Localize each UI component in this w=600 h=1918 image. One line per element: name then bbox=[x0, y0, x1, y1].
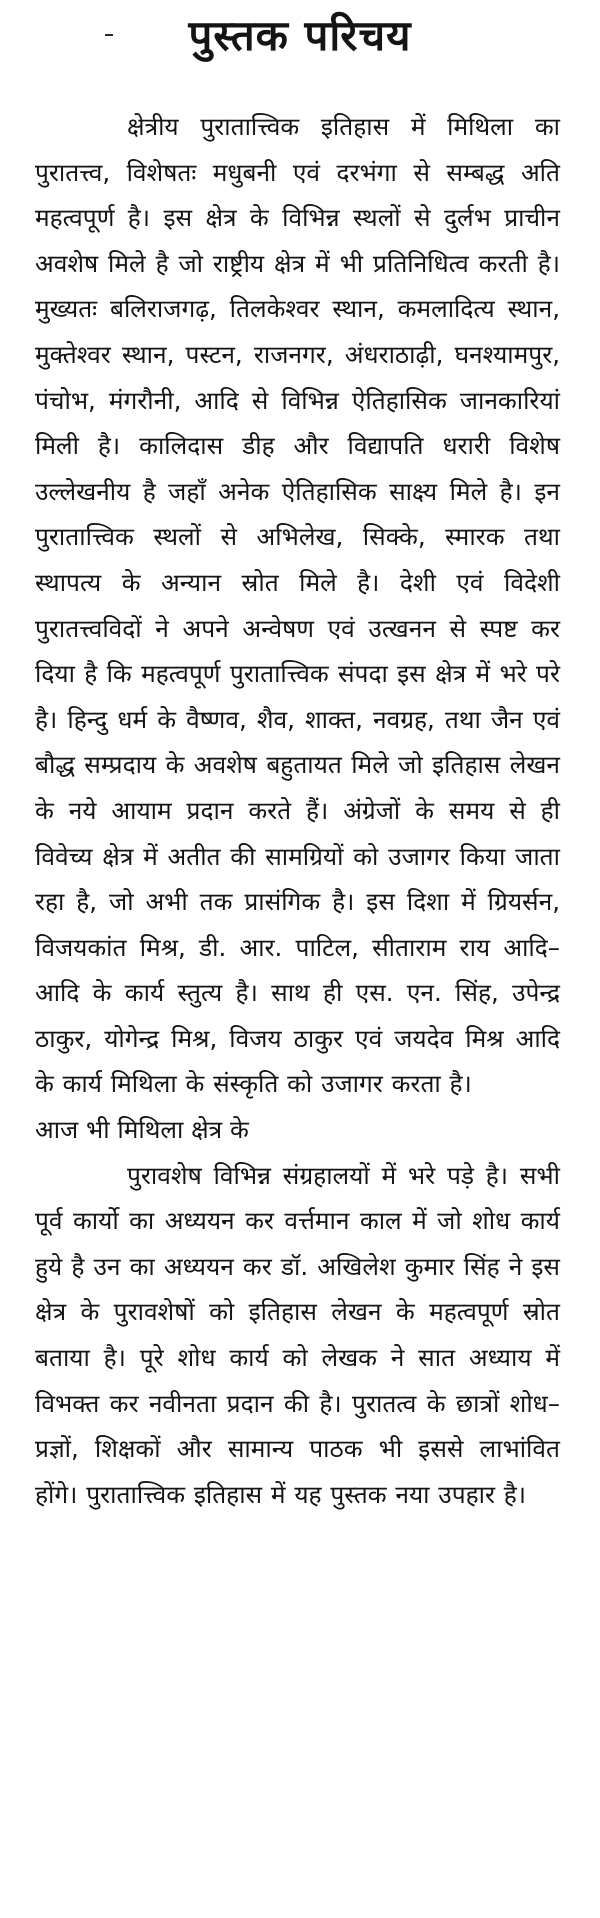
article-body bbox=[35, 104, 560, 1517]
paragraph-fragment: आज भी मिथिला क्षेत्र के bbox=[35, 1115, 249, 1145]
page-title: पुस्तक परिचय bbox=[188, 11, 412, 60]
paragraph-intro: क्षेत्रीय पुरातात्त्विक इतिहास में मिथिला का पुरातत्त्व, विशेषतः मधुबनी एवं दरभंगा से सम्बद्ध अति महत्वपूर्ण है। इस क्षेत्र के विभिन्न स्थलों से दुर्लभ प्राचीन अवशेष मिले है जो राष्ट्रीय क्षेत्र में भी प्रतिनिधित्व करती है। मुख्यतः बलिराजगढ़, तिलकेश्वर स्थान, कमलादित्य स्थान, मुक्तेश्वर स्थान, पस्टन, राजनगर, अंधराठाढ़ी, घनश्यामपुर, पंचोभ, मंगरौनी, आदि से विभिन्न ऐतिहासिक जानकारियां मिली है। कालिदास डीह और विद्यापति धरारी विशेष उल्लेखनीय है जहाँ अनेक ऐतिहासिक साक्ष्य मिले है। इन पुरातात्त्विक स्थलों से अभिलेख, सिक्के, स्मारक तथा स्थापत्य के अन्यान स्रोत मिले है। देशी एवं विदेशी पुरातत्त्वविदों ने अपने अन्वेषण एवं उत्खनन से स्पष्ट कर दिया है कि महत्वपूर्ण पुरातात्त्विक संपदा इस क्षेत्र में भरे परे है। हिन्दु धर्म के वैष्णव, शैव, शाक्त, नवग्रह, तथा जैन एवं बौद्ध सम्प्रदाय के अवशेष बहुतायत मिले जो इतिहास लेखन के नये आयाम प्रदान करते हैं। अंग्रेजों के समय से ही विवेच्य क्षेत्र में अतीत की सामग्रियों को उजागर किया जाता रहा है, जो अभी तक प्रासंगिक है। इस दिशा में ग्रियर्सन, विजयकांत मिश्र, डी. आर. पाटिल, सीताराम राय आदि–आदि के कार्य स्तुत्य है। साथ ही एस. एन. सिंह, उपेन्द्र ठाकुर, योगेन्द्र मिश्र, विजय ठाकुर एवं जयदेव मिश्र आदि के कार्य मिथिला के संस्कृति को उजागर करता है। bbox=[35, 112, 560, 1099]
paragraph-conclusion: पुरावशेष विभिन्न संग्रहालयों में भरे पड़े है। सभी पूर्व कार्यो का अध्ययन कर वर्त्तमान काल में जो शोध कार्य हुये है उन का अध्ययन कर डॉ. अखिलेश कुमार सिंह ने इस क्षेत्र के पुरावशेषों को इतिहास लेखन के महत्वपूर्ण स्रोत बताया है। पूरे शोध कार्य को लेखक ने सात अध्याय में विभक्त कर नवीनता प्रदान की है। पुरातत्व के छात्रों शोध–प्रज्ञों, शिक्षकों और सामान्य पाठक भी इससे लाभांवित होंगे। पुरातात्त्विक इतिहास में यह पुस्तक नया उपहार है। bbox=[35, 1160, 560, 1509]
